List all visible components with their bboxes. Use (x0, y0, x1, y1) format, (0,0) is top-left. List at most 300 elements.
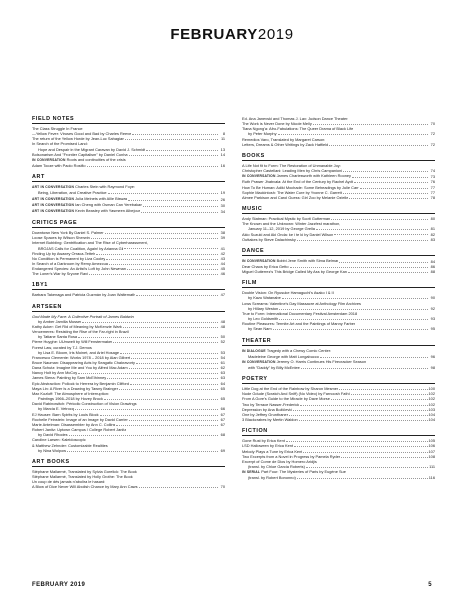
toc-entry-label: IN CONVERSATION (32, 157, 66, 162)
section-dance (242, 248, 435, 274)
dot-leader (349, 198, 428, 199)
toc-entry-text: Melody Plays a Tune by Erica Kent (242, 448, 303, 454)
toc-entry-text: The Loner's War by Sryone Ravi (32, 271, 88, 277)
toc-entry-page: 73 (430, 174, 435, 180)
toc-entry-text: (transl. by Chloe Garcia Roberts) (248, 464, 305, 470)
toc-entry-page: 103 (428, 406, 435, 412)
toc-entry-text: True to Form: International Documentary Festival Amsterdam 2018 (242, 310, 358, 316)
dot-leader (119, 389, 218, 390)
dot-leader (91, 238, 218, 239)
toc-entry-title (242, 142, 328, 147)
toc-entry-text: Sophie Mackintosh: The Water Cure by Yvonne C. Garrett (242, 189, 342, 195)
toc-entry-text: Andy Statman: Practical Mystic by Scott Gutterman (242, 216, 331, 222)
section-art (32, 174, 225, 214)
toc-entry[interactable] (32, 208, 225, 214)
toc-entry[interactable] (242, 365, 435, 370)
section-field-notes (32, 116, 225, 168)
toc-entry-text: & Matthew Zehnder: Customizable Realities (32, 442, 108, 448)
toc-entry-title (242, 195, 348, 200)
dot-leader (351, 394, 428, 395)
toc-entry[interactable] (242, 195, 435, 200)
section-film (242, 280, 435, 331)
toc-entry-text: In Search of the Promised Land: (32, 141, 88, 147)
dot-leader (136, 295, 218, 296)
toc-entry-page: 69 (220, 447, 225, 453)
toc-entry-page: 98 (430, 365, 435, 370)
toc-entry-text: Dana Schutz: Imagine Me and You by Alfred Mac Adam (32, 365, 128, 371)
toc-entry-text: James Siena: Painting by Sam McElhinney (32, 375, 107, 381)
toc-entry-text: One by Jeffrey Grunthaner (242, 411, 288, 417)
toc-entry-text: A Blow of Dice Never Will Abolish Chance by Mary Ann Caws (32, 484, 138, 490)
dot-leader (273, 329, 428, 330)
toc-entry-page: 108 (428, 453, 435, 459)
section-poetry (242, 376, 435, 422)
toc-entry-page: 102 (428, 391, 435, 397)
toc-entry-title (32, 292, 135, 297)
toc-entry-title (248, 326, 272, 331)
dot-leader (69, 435, 218, 436)
toc-entry-text: Nancy Holt by Ann McCoy (32, 370, 78, 376)
toc-entry-page: 105 (428, 438, 435, 444)
dot-leader (120, 353, 218, 354)
toc-entry-label: IN CONVERSATION (242, 258, 276, 263)
dot-leader (113, 342, 218, 343)
toc-entry-page: 44 (220, 260, 225, 266)
page-footer (32, 582, 432, 588)
toc-entry-page: 107 (428, 448, 435, 454)
section-heading: DANCE (242, 248, 435, 256)
toc-entry-text: Epic Abstraction: Pollock to Herrera by Benjamin Clifford (32, 380, 130, 386)
toc-entry-page: 54 (220, 354, 225, 360)
section-heading: 1BY1 (32, 282, 225, 290)
toc-entry-text: From A Gore's Guide to the Miracle by Dave Morse (242, 396, 330, 402)
toc-entry-title (242, 269, 347, 274)
toc-entry-label: IN SERIAL (242, 470, 261, 475)
toc-entry-text: Barbara Takenaga and Patricia Guzmán by Joan Waltemath (32, 292, 136, 298)
toc-entry-label: ART IN CONVERSATION (32, 185, 75, 190)
toc-entry-page: 45 (220, 266, 225, 272)
toc-entry-text: Un coup de dés jamais n'abolira le hasard: (32, 479, 106, 485)
toc-entry-text: Marie Antelman: Disassembler by Ann C. Collins (32, 421, 116, 427)
dot-leader (96, 254, 218, 255)
dot-leader (279, 309, 428, 310)
masthead-year: 2019 (257, 26, 294, 43)
toc-entry-text: James Charlesworth with Kathleen Rooney (275, 173, 352, 179)
toc-entry-label: ART IN CONVERSATION (32, 202, 75, 207)
dot-leader (146, 150, 218, 151)
dot-leader (132, 134, 218, 135)
toc-entry-text: by Leo Goldsmith (248, 316, 279, 322)
toc-entry-label: ART IN CONVERSATION (32, 196, 75, 201)
dot-leader (67, 451, 218, 452)
footer-page-number: 5 (428, 582, 432, 588)
toc-entry-text: Francesco Clemente: Works 1978 – 2018 by Alan Gilbert (32, 354, 131, 360)
dot-leader (301, 368, 428, 369)
dot-leader (116, 425, 218, 426)
toc-entry-page: 80 (430, 216, 435, 222)
dot-leader (331, 399, 428, 400)
toc-entry-text: by David Rhodes (38, 432, 68, 438)
toc-entry-title (32, 208, 140, 214)
toc-entry-text: Aimee Parkison and Carol Guess: Girl Zoo by Melanie Ozlelle (242, 194, 349, 200)
toc-entry-text: Tiana Ngong'a: Afro-Fabulations: The Queer Drama of Black Life (242, 126, 354, 132)
toc-entry-text: Being, Liberation, and Creative Practice (38, 190, 107, 196)
toc-entry-text: Max Kozloff: The Atmosphere of Interruption: (32, 390, 110, 396)
toc-entry-text: with "Daddy" by Billy McEntee (248, 365, 300, 370)
section-music (242, 206, 435, 242)
toc-entry-page: 52 (220, 339, 225, 345)
toc-entry-text: Ed. Ana Janevski and Thomas J. Lax: Judson Dance Theater: (242, 116, 349, 121)
toc-entry-text: Gone Rust by Erica Kent (242, 438, 285, 444)
dot-leader (129, 368, 218, 369)
toc-entry-text: Stéphane Mallarmé, Translated by Holly Grothe: The Book (32, 473, 133, 479)
toc-entry-page: 111 (429, 464, 435, 470)
section-theater (242, 338, 435, 371)
dot-leader (352, 177, 428, 178)
section-heading: FICTION (242, 428, 435, 436)
section-heading: FILM (242, 280, 435, 288)
toc-entry-text: God Made My Face: A Collective Portrait of James Baldwin (32, 313, 134, 319)
section-books (242, 153, 435, 200)
toc-entry-page: 48 (220, 318, 225, 324)
toc-entry-text: Maya Lin: A River Is a Drawing by Tawny Brainger (32, 385, 118, 391)
toc-entry-page: 62 (220, 365, 225, 371)
toc-entry-text: The Work is Never Done by Nicole Melly (242, 121, 312, 127)
toc-entry-page: 47 (220, 292, 225, 298)
toc-entry-text: (transl. by Robert Bononno) (248, 475, 296, 481)
toc-entry-page: 95 (430, 326, 435, 332)
toc-entry[interactable] (242, 326, 435, 331)
toc-entry-text: Kevin Beasley with Yasmeen Albejour (74, 207, 141, 213)
toc-entry-page: 72 (430, 141, 435, 147)
toc-entry-text: Bruce Nauman: Disappearing Acts by Seagatic Chakravorty (32, 360, 135, 365)
toc-entry-text: David Rabinowitch: Périodic Construction of Vision Drawings (32, 401, 137, 407)
dot-leader (139, 487, 218, 488)
toc-entry-title (38, 448, 66, 453)
toc-entry-page: 106 (428, 443, 435, 449)
dot-leader (104, 399, 218, 400)
toc-entry-text: Nude Gdude (Scratch And Sniff) (No Video) by Farnoosh Fathi (242, 391, 350, 397)
dot-leader (143, 206, 218, 207)
toc-entry-text: Ian Cheng with Osman Can Yerebakan (74, 201, 143, 207)
dot-leader (89, 274, 218, 275)
toc-entry-title (242, 237, 296, 242)
dot-leader (129, 420, 218, 421)
toc-entry-page: 67 (220, 421, 225, 427)
dot-leader (341, 457, 427, 458)
section-heading: MUSIC (242, 206, 435, 214)
section-artseen (32, 304, 225, 453)
toc-entry-text: Downtown New York By Daniel S. Palmer (32, 230, 104, 236)
toc-entry-text: Madeleine George with Matt Longabucco (248, 353, 319, 359)
toc-entry-page: 100 (428, 386, 435, 392)
section-1by1 (32, 282, 225, 297)
toc-entry-text: Double Vision: On Ryusuke Hamaguchi's Asako I & II (242, 290, 334, 296)
toc-entry-text: by Lisa E. Bloom, Iris Moinet, and Ariel Hosage (38, 349, 120, 355)
toc-entry-text: Rochelle Feinstein: Image of an Image by David Carrier (32, 416, 128, 422)
toc-entry-text: —Yellow Fever: Viruses Good and Bad by Charles Reeve (32, 131, 132, 137)
dot-leader (100, 415, 218, 416)
masthead (0, 26, 464, 43)
toc-entry-text: Caroline Larsen: Kaleidoscopic (32, 437, 86, 443)
toc-entry-title (248, 475, 296, 480)
toc-entry-text: Miguel Gutierrez's This Bridge Called My Ass by George Kan (242, 269, 347, 275)
toc-entry-page: 92 (430, 305, 435, 311)
toc-entry-text: Pierre Huyghe: UUmwelt by Will Fenstermaker (32, 339, 113, 345)
toc-entry-text: Loose Spaces by Wilson Sherwin (32, 235, 90, 241)
dot-leader (289, 415, 428, 416)
toc-entry-page: 50 (220, 334, 225, 340)
dot-leader (128, 200, 218, 201)
dot-leader (105, 233, 218, 234)
toc-entry-text: The Known and the Unknown: Winter Jazzfest marathon, (242, 221, 341, 227)
dot-leader (294, 446, 427, 447)
dot-leader (334, 234, 428, 235)
toc-entry-page: 65 (220, 385, 225, 391)
toc-entry-text: Kathy Acker: Get Rid of Meaning by McKenzie Wark (32, 323, 122, 329)
dot-leader (130, 384, 218, 385)
toc-entry-page: 74 (430, 168, 435, 174)
toc-entry[interactable] (242, 475, 435, 480)
toc-entry-page: 81 (430, 226, 435, 232)
toc-entry-page: 43 (220, 255, 225, 261)
toc-entry-text: by Kazu Watanabe (248, 295, 281, 301)
toc-entry-text: Depression by Ana Božičević (242, 406, 293, 412)
toc-entry-text: by Peter Murphy (248, 131, 277, 137)
toc-entry-page: 41 (220, 245, 225, 251)
dot-leader (129, 155, 218, 156)
toc-entry-text: Two by Terrace Nasser-Frederick (242, 401, 300, 407)
toc-entry-page: 104 (428, 411, 435, 417)
dot-leader (125, 139, 218, 140)
toc-entry-text: Julia Melnets with Allie Biswas (74, 195, 128, 201)
toc-entry-page: 67 (220, 411, 225, 417)
dot-leader (278, 134, 428, 135)
section-fiction (242, 428, 435, 480)
dot-leader (279, 319, 428, 320)
section-heading: POETRY (242, 376, 435, 384)
toc-entry[interactable] (32, 292, 225, 297)
toc-entry-text: Bobbi Jene Smith with Sima Belmar (275, 257, 339, 263)
dot-leader (136, 363, 218, 364)
toc-entry[interactable] (32, 448, 225, 453)
toc-entry-text: Jeremy O. Harris Continues His Firecracker Season (275, 358, 367, 364)
toc-entry-page: 82 (430, 231, 435, 237)
dot-leader (299, 420, 428, 421)
toc-entry-text: Dear Chaos by Erica Getto (242, 263, 289, 269)
toc-entry-text: Endangered Species: An Artist's Loft by John Newman (32, 266, 126, 272)
toc-entry-page: 26 (220, 196, 225, 202)
dot-leader (293, 410, 427, 411)
dot-leader (343, 193, 428, 194)
dot-leader (297, 478, 428, 479)
toc-entry-text: by Nina Wolpow (38, 447, 67, 453)
toc-entry-page: 104 (428, 417, 435, 423)
dot-leader (141, 212, 218, 213)
toc-entry-text: Roots and continuities of the crisis (65, 156, 126, 162)
toc-entry-page: 102 (428, 401, 435, 407)
dot-leader (109, 264, 218, 265)
toc-entry-page: 39 (220, 235, 225, 241)
dot-leader (124, 248, 218, 249)
toc-entry-page: 63 (220, 375, 225, 381)
section-art-books (32, 459, 225, 490)
section-heading: THEATER (242, 338, 435, 346)
toc-entry-text: Paintings 1966–2018 by Hovey Brock (38, 396, 103, 402)
section-heading: CRITICS PAGE (32, 220, 225, 228)
toc-entry-label: IN DIALOGUE (242, 348, 266, 353)
section-heading: ART (32, 174, 225, 182)
toc-entry-text: Part Four: The Mysteries of Paris by Eugène Sue (260, 469, 346, 475)
toc-entry-text: by Sean Nam (248, 326, 272, 332)
toc-entry-text: A Life Not fit to Form: The Restoration of Unmanable Joy: (242, 162, 341, 168)
toc-entry-text: Adam Tooze with Paolo Rosifio (32, 163, 86, 169)
toc-entry-page: 16 (220, 163, 225, 169)
toc-entry-text: Excerpt of Come de Dios by Homero Aridjis (242, 458, 317, 464)
toc-entry-text: Hope and Despair in the Migrant Caravan by David J. Schmidt (38, 146, 146, 152)
dot-leader (78, 373, 218, 374)
toc-entry-text: Robert Janitz: Uptown Campus / College Robert Janitz (32, 427, 127, 433)
toc-entry[interactable] (242, 237, 435, 242)
toc-entry-page: 38 (220, 230, 225, 236)
toc-entry-text: January 11–12, 2019 by George Grella (248, 226, 315, 232)
dot-leader (339, 262, 428, 263)
toc-entry-page: 96 (430, 353, 435, 359)
toc-entry[interactable] (32, 163, 225, 168)
toc-entry-text: Stéphane Mallarmé, Translated by Sylvia Gorelick: The Book (32, 468, 137, 474)
footer-issue: FEBRUARY 2019 (32, 582, 86, 588)
toc-entry-text: The Class Struggle In France (32, 126, 83, 131)
toc-entry-text: Outtakes by Steve Dalachinsky (242, 236, 296, 242)
toc-entry-page: 78 (430, 194, 435, 200)
toc-entry-text: by Marcia E. Vetrocq (38, 406, 74, 412)
toc-entry-text: Christopher Castellani: Leading Men by Chris Campanioni (242, 168, 343, 174)
toc-entry-page: 66 (220, 406, 225, 412)
toc-entry-page: 70 (220, 484, 225, 490)
toc-entry-text: by Hillary Weston (248, 305, 279, 311)
masthead-month: FEBRUARY (170, 26, 258, 43)
toc-entry-page: 53 (220, 349, 225, 355)
toc-entry[interactable] (32, 271, 225, 276)
toc-entry-page: 11 (220, 136, 225, 142)
toc-entry-text: Vencemeres: Resisting the Rise of the Far-right in Brazil (32, 329, 129, 335)
toc-entry-text: Lows Screams: Valentine's Day Massacre at Anthology Film Archives (242, 300, 361, 306)
toc-entry-text: by Amber Jamilla Musser (38, 318, 82, 324)
toc-entry-label: ART IN CONVERSATION (32, 208, 75, 213)
dot-leader (107, 378, 218, 379)
toc-entry-title (32, 163, 86, 168)
contents-right-column (242, 116, 435, 487)
toc-entry-text: Bolsonarism And "Frontier Capitalism" by Daniel Cunha (32, 151, 128, 157)
dot-leader (131, 358, 218, 359)
dot-leader (300, 405, 427, 406)
dot-leader (354, 182, 428, 183)
dot-leader (343, 171, 428, 172)
toc-entry-title (248, 365, 300, 370)
section-heading: FIELD NOTES (32, 116, 225, 124)
dot-leader (316, 229, 428, 230)
dot-leader (78, 337, 218, 338)
toc-entry-page: 93 (430, 316, 435, 322)
toc-entry-text: Internet Bubbling: Gentrification and The Rise of Cyberharassment, (32, 240, 148, 246)
dot-leader (360, 188, 428, 189)
dot-leader (82, 322, 218, 323)
dot-leader (303, 452, 427, 453)
toc-entry-page: 116 (428, 475, 435, 481)
toc-entry-page: 34 (220, 208, 225, 214)
toc-entry-page: 90 (430, 295, 435, 301)
toc-entry-page: 102 (428, 396, 435, 402)
dot-leader (297, 240, 428, 241)
dot-leader (286, 441, 428, 442)
toc-entry-title (32, 484, 138, 489)
toc-entry-text: LSD Halloween by Erica Kent (242, 443, 294, 449)
dot-leader (290, 267, 429, 268)
dot-leader (306, 467, 428, 468)
toc-entry-text: Little Dog at the End of the Rainbow by Sharon Mesmer (242, 386, 339, 392)
section-heading: ARTSEEN (32, 304, 225, 312)
toc-entry[interactable] (32, 484, 225, 489)
toc-entry-page: 86 (430, 263, 435, 269)
toc-entry-text: Letters, Dreams & Other Writings by Zack Hatfield (242, 141, 329, 147)
toc-entry-text: Routine Pleasures: Termite Art and the Paintings of Manny Farber (242, 321, 356, 327)
dot-leader (329, 145, 428, 146)
dot-leader (87, 166, 218, 167)
section-continued (242, 116, 435, 147)
contents-left-column (32, 116, 225, 495)
toc-entry-page: 76 (430, 179, 435, 185)
toc-entry-text: Charles Stein with Raymond Foye: (74, 184, 136, 190)
toc-entry-page: 42 (220, 250, 225, 256)
section-heading: BOOKS (242, 153, 435, 161)
toc-entry-page: 68 (220, 432, 225, 438)
toc-entry-page: 48 (220, 323, 225, 329)
toc-entry-text: Remedios Varo, Translated by Margaret Carson: (242, 136, 326, 142)
toc-entry-page: 61 (220, 360, 225, 365)
toc-entry-page: 64 (220, 380, 225, 386)
toc-entry-page: 63 (220, 370, 225, 376)
toc-entry-page: 84 (430, 258, 435, 264)
toc-entry-page: 13 (220, 146, 225, 152)
toc-entry-text: In Search of a Darkroom by Remy Amezcua (32, 260, 108, 266)
toc-entry-page: 30 (220, 202, 225, 208)
toc-entry-page: 70 (430, 121, 435, 127)
toc-entry[interactable] (242, 142, 435, 147)
toc-entry-text: 3 Blackcrabes by Mertin Waldon (242, 417, 298, 423)
dot-leader (75, 409, 218, 410)
toc-entry-text: Ruth Prawer Jhabvala: At the End of the Century by Rachel Aydt (242, 179, 353, 185)
dot-leader (108, 193, 218, 194)
dot-leader (331, 219, 428, 220)
toc-entry-page: 72 (430, 131, 435, 137)
toc-entry-text: Finding Up by Awaxey Orraca-Tetteh (32, 250, 96, 256)
toc-entry-page: 83 (430, 236, 435, 242)
dot-leader (339, 389, 427, 390)
toc-entry-page: 77 (430, 184, 435, 190)
toc-entry-text: BROJAS Calls for Coalition, Again! by Arianna Gil (38, 245, 124, 251)
toc-entry-label: IN CONVERSATION (242, 174, 276, 179)
toc-entry-text: Two Excerpts from a Novel in Progress by Pamela Ryder (242, 453, 341, 459)
toc-entry-title (242, 417, 298, 422)
dot-leader (106, 259, 218, 260)
dot-leader (348, 272, 428, 273)
dot-leader (313, 124, 428, 125)
toc-entry[interactable] (242, 269, 435, 274)
section-heading: ART BOOKS (32, 459, 225, 467)
toc-entry[interactable] (242, 417, 435, 422)
toc-entry-label: IN CONVERSATION (242, 359, 276, 364)
toc-entry-page: 46 (220, 271, 225, 277)
